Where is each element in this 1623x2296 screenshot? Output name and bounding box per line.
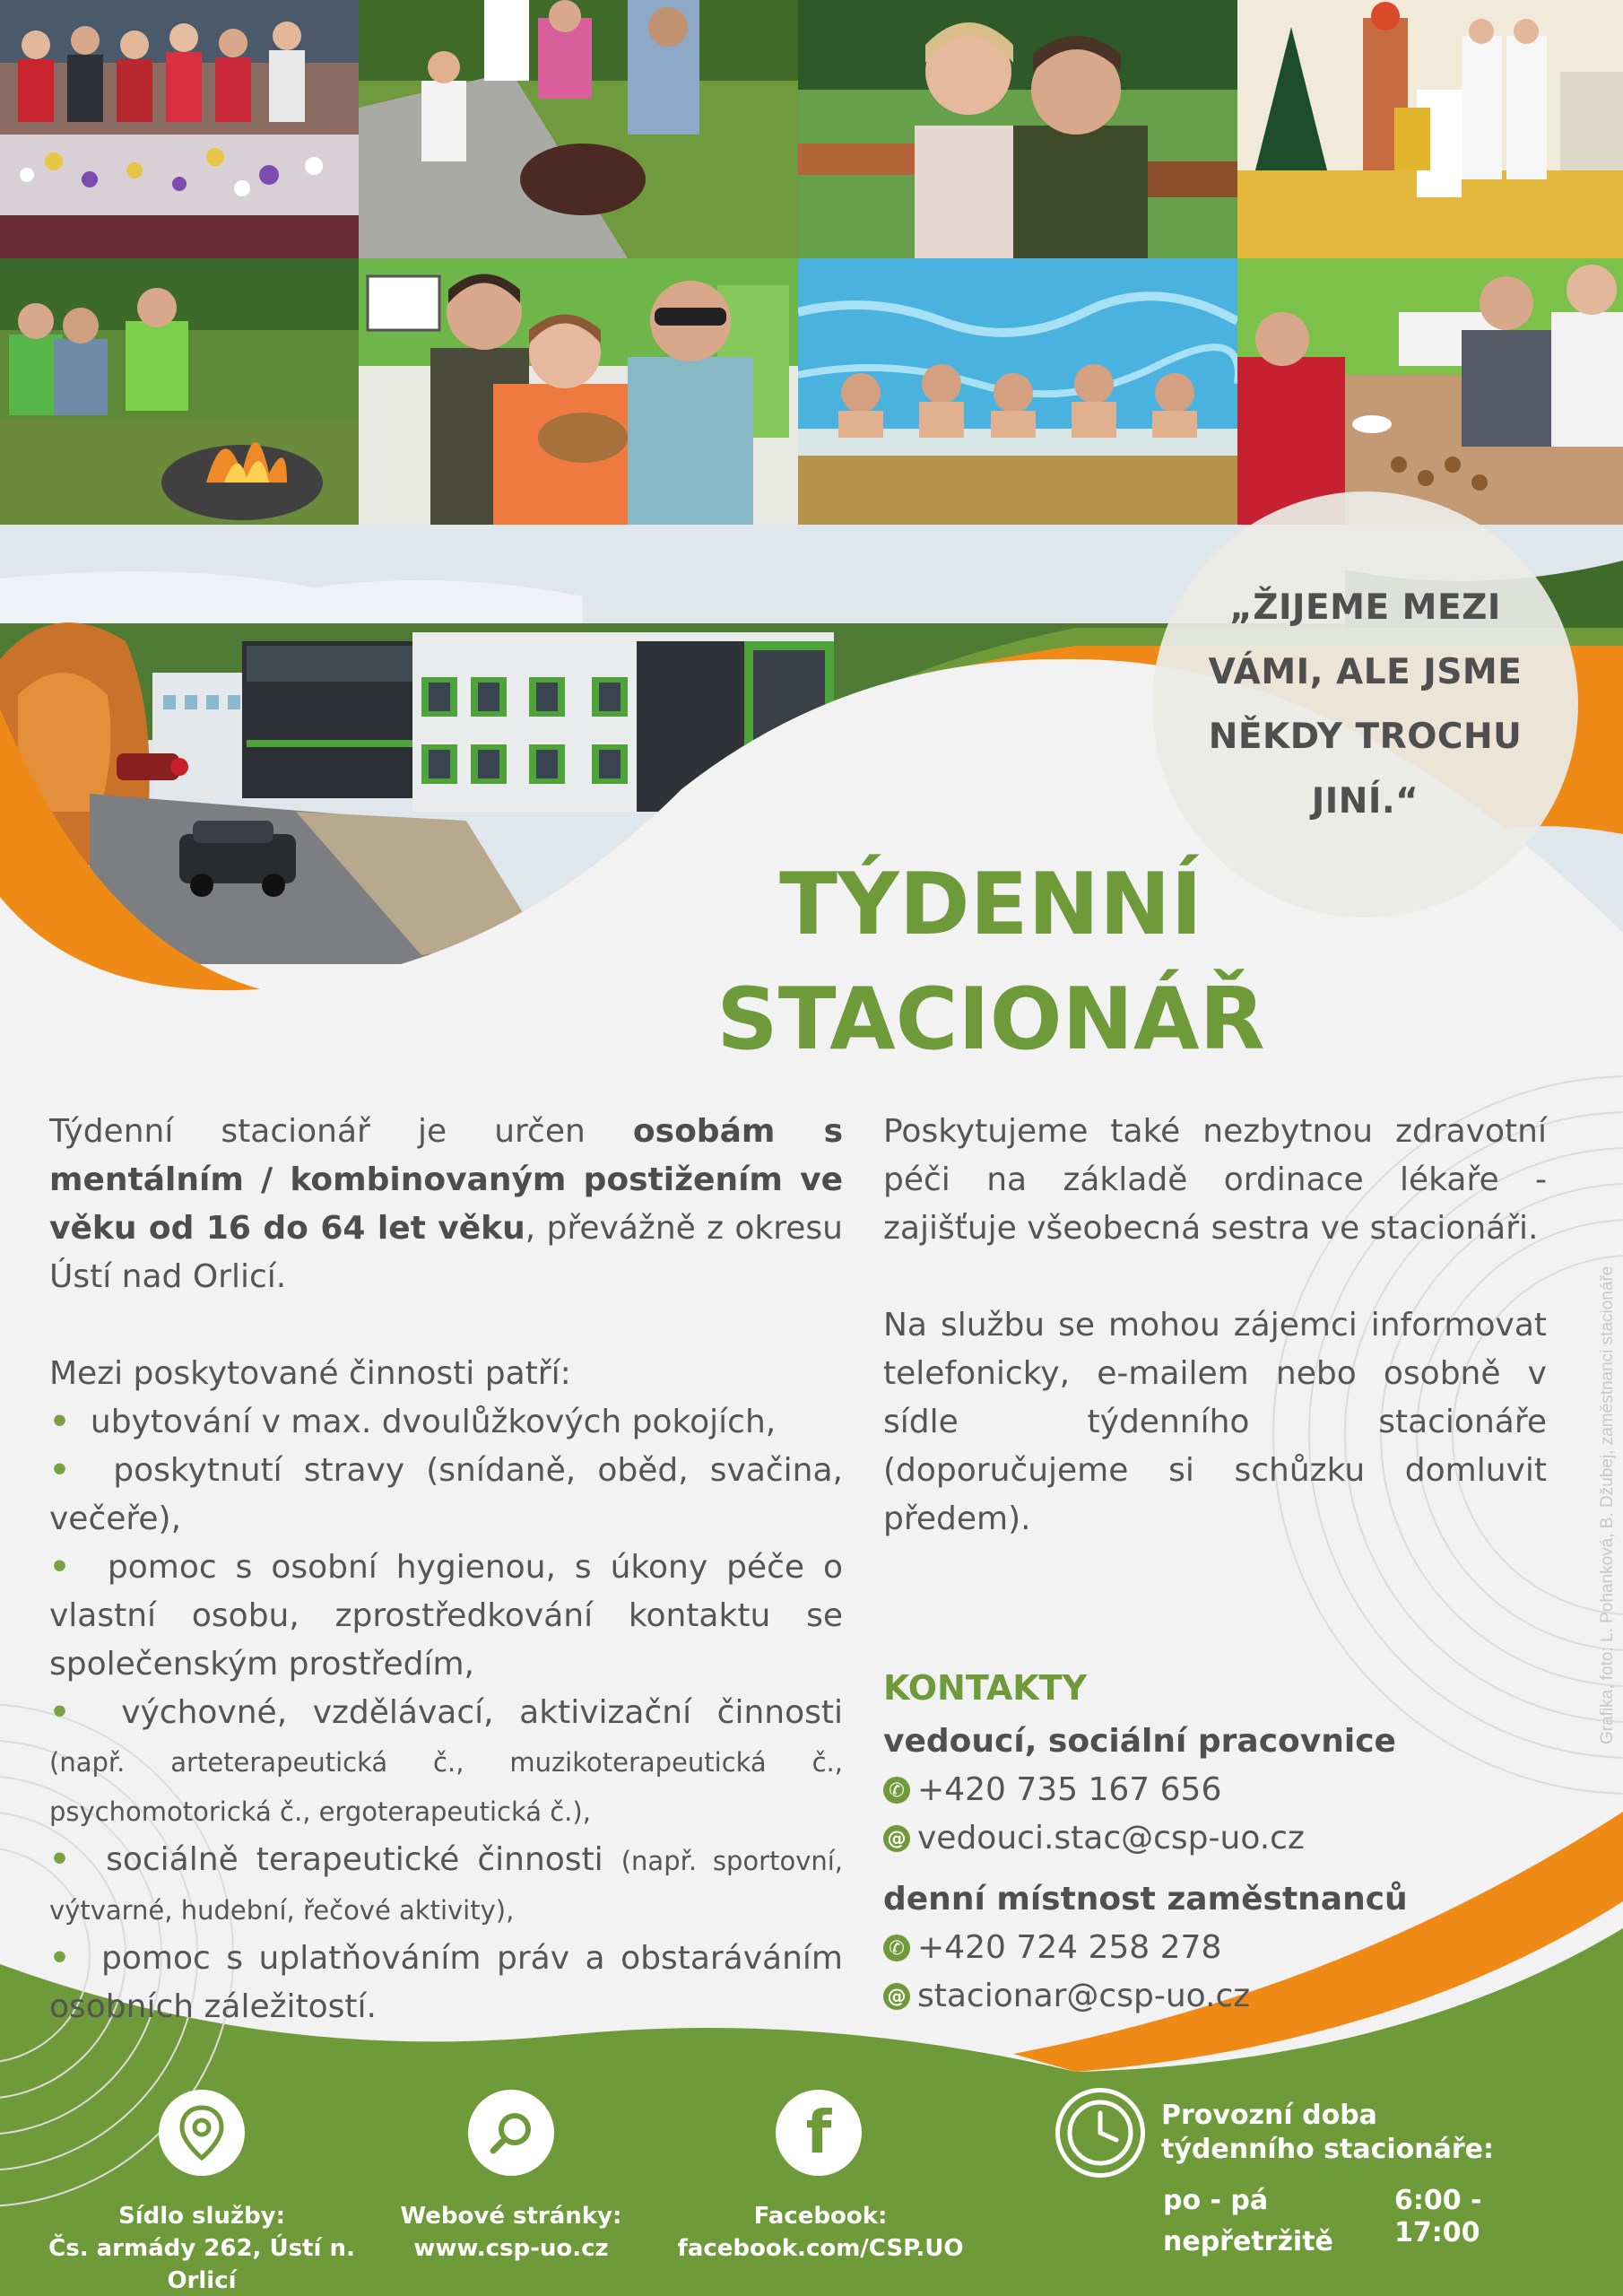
left-column	[49, 1108, 843, 2031]
quote-text: „ŽIJEME MEZI VÁMI, ALE JSME NĚKDY TROCHU JINÍ.“	[1208, 587, 1523, 822]
facebook-icon[interactable]: f	[776, 2090, 862, 2176]
phone-icon: ✆	[883, 1935, 910, 1961]
contact-2-email[interactable]: @ stacionar@csp-uo.cz	[883, 1972, 1547, 2021]
seat-info: Sídlo služby:	[117, 2203, 286, 2230]
bullet-icon: •	[49, 1694, 71, 1731]
title-line-2: STACIONÁŘ	[716, 970, 1265, 1069]
hours-label: Provozní doba týdenního stacionáře:	[1161, 2100, 1494, 2165]
photo-credit: Grafika, foto: L. Pohanková, B. Džubej, zaměstnanci stacionáře	[1598, 1265, 1617, 1744]
right-column	[883, 1108, 1547, 2021]
list-item: • ubytování v max. dvoulůžkových pokojích,	[49, 1404, 777, 1440]
intro-paragraph: Týdenní stacionář je určen osobám s mentálním / kombinovaným postižením ve věku od 16 do 64 let věku, převážně z okresu Ústí nad Orlicí.	[49, 1113, 843, 1295]
services-heading: Mezi poskytované činnosti patří:	[49, 1355, 571, 1392]
seat-address: Čs. armády 262, Ústí n. Orlicí	[48, 2235, 355, 2294]
at-icon: @	[883, 1983, 910, 2010]
clock-icon	[1055, 2088, 1145, 2178]
list-item: • poskytnutí stravy (snídaně, oběd, svačina, večeře),	[49, 1452, 843, 1537]
list-item: • sociálně terapeutické činnosti (např. sportovní, výtvarné, hudební, řečové aktivity),	[49, 1841, 844, 1926]
intro-highlight: osobám s mentálním / kombinovaným postižením ve věku od 16 do 64 let věku	[49, 1113, 843, 1247]
website-label: Webové stránky:	[400, 2203, 622, 2230]
location-pin-icon	[159, 2090, 245, 2176]
title-line-1: TÝDENNÍ	[779, 856, 1202, 954]
contacts-heading: KONTAKTY	[883, 1668, 1088, 1708]
phone-icon: ✆	[883, 1777, 910, 1804]
hours-days: po - pá	[1163, 2185, 1269, 2216]
facebook-label: Facebook:	[753, 2203, 888, 2230]
list-item: • výchovné, vzdělávací, aktivizační činnosti (např. arteterapeutická č., muzikoterapeutická č., psychomotorická č., ergoterapeutická č.),	[49, 1694, 843, 1827]
at-icon: @	[883, 1825, 910, 1852]
bullet-icon: •	[49, 1940, 71, 1977]
care-paragraph: Poskytujeme také nezbytnou zdravotní péči na základě ordinace lékaře - zajišťuje všeobecná sestra ve stacionáři.	[883, 1113, 1547, 1247]
bullet-icon: •	[49, 1549, 71, 1586]
bullet-icon: •	[49, 1841, 71, 1878]
hours-time: 6:00 - 17:00	[1394, 2185, 1482, 2248]
bullet-icon: •	[49, 1404, 71, 1440]
page-title	[574, 848, 1408, 1077]
list-item: • pomoc s osobní hygienou, s úkony péče o vlastní osobu, zprostředkování kontaktu se společenským prostředím,	[49, 1549, 843, 1683]
contact-2-heading: denní místnost zaměstnanců	[883, 1881, 1408, 1918]
facebook-link[interactable]: facebook.com/CSP.UO	[677, 2235, 964, 2262]
bullet-icon: •	[49, 1452, 71, 1489]
contact-1-heading: vedoucí, sociální pracovnice	[883, 1723, 1396, 1760]
list-item: • pomoc s uplatňováním práv a obstaráváním osobních záležitostí.	[49, 1940, 843, 2025]
contact-2-phone[interactable]: ✆ +420 724 258 278	[883, 1924, 1547, 1972]
hours-continuous: nepřetržitě	[1163, 2226, 1333, 2257]
contact-1-email[interactable]: @ vedouci.stac@csp-uo.cz	[883, 1814, 1547, 1863]
info-paragraph: Na službu se mohou zájemci informovat telefonicky, e-mailem nebo osobně v sídle týdenního stacionáře (doporučujeme si schůzku domluvit předem).	[883, 1307, 1547, 1537]
search-icon[interactable]	[468, 2090, 554, 2176]
website-link[interactable]: www.csp-uo.cz	[413, 2235, 609, 2262]
contact-1-phone[interactable]: ✆ +420 735 167 656	[883, 1766, 1547, 1814]
